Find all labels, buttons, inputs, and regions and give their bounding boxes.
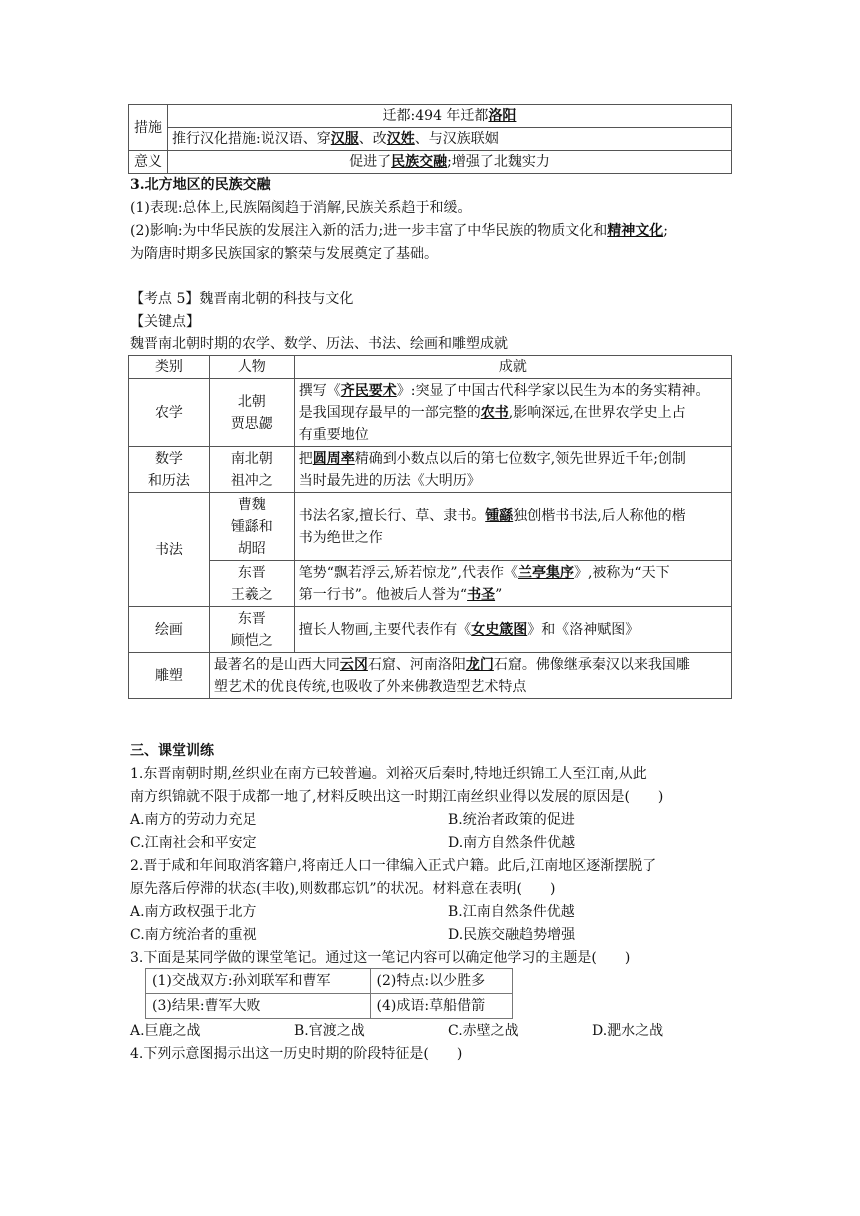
person-jia-sixie: 北朝 贾思勰 bbox=[209, 379, 294, 447]
q2-line2: 原先落后停滞的状态(丰收),则数郡忘饥”的状况。材料意在表明( ) bbox=[130, 881, 556, 897]
meaning-row: 促进了民族交融;增强了北魏实力 bbox=[168, 151, 732, 174]
header-achievement: 成就 bbox=[294, 356, 731, 379]
measures-row-sinicization: 推行汉化措施:说汉语、穿汉服、改汉姓、与汉族联姻 bbox=[168, 128, 732, 151]
q2-line1: 2.晋于咸和年间取消客籍户,将南迁人口一律编入正式户籍。此后,江南地区逐渐摆脱了 bbox=[130, 858, 657, 874]
q3-notes-table bbox=[145, 968, 513, 1019]
category-sculpture: 雕塑 bbox=[129, 653, 210, 699]
person-gu-kaizhi: 东晋 顾恺之 bbox=[209, 607, 294, 653]
q3-note-3: (3)结果:曹军大败 bbox=[146, 994, 371, 1019]
q1-option-c[interactable]: C.江南社会和平安定 bbox=[130, 835, 257, 851]
north-p3: 为隋唐时期多民族国家的繁荣与发展奠定了基础。 bbox=[130, 246, 438, 262]
key-points-label: 【关键点】 bbox=[130, 314, 200, 330]
q3-note-4: (4)成语:草船借箭 bbox=[370, 994, 512, 1019]
q1-line1: 1.东晋南朝时期,丝织业在南方已较普遍。刘裕灭后秦时,特地迁织锦工人至江南,从此 bbox=[130, 766, 647, 782]
q1-option-d[interactable]: D.南方自然条件优越 bbox=[448, 835, 576, 851]
category-math-calendar: 数学 和历法 bbox=[129, 447, 210, 493]
kaodian-title: 【考点 5】魏晋南北朝的科技与文化 bbox=[130, 291, 354, 307]
q3-note-1: (1)交战双方:孙刘联军和曹军 bbox=[146, 969, 371, 994]
achievement-zhong-yao: 书法名家,擅长行、草、隶书。锺繇独创楷书书法,后人称他的楷 书为绝世之作 bbox=[294, 493, 731, 561]
q2-option-a[interactable]: A.南方政权强于北方 bbox=[130, 904, 257, 920]
achievement-sculpture: 最著名的是山西大同云冈石窟、河南洛阳龙门石窟。佛像继承秦汉以来我国雕 塑艺术的优良传统,也吸收了外来佛教造型艺术特点 bbox=[209, 653, 731, 699]
person-zu-chongzhi: 南北朝 祖冲之 bbox=[209, 447, 294, 493]
q2-option-d[interactable]: D.民族交融趋势增强 bbox=[448, 927, 576, 943]
header-person: 人物 bbox=[209, 356, 294, 379]
q3-option-c[interactable]: C.赤壁之战 bbox=[448, 1023, 519, 1039]
north-heading: 3.北方地区的民族交融 bbox=[130, 177, 271, 193]
measures-table bbox=[128, 104, 732, 174]
measures-row-move-capital: 迁都:494 年迁都洛阳 bbox=[168, 105, 732, 128]
achievement-math: 把圆周率精确到小数点以后的第七位数字,领先世界近千年;创制 当时最先进的历法《大明历》 bbox=[294, 447, 731, 493]
q3-note-2: (2)特点:以少胜多 bbox=[370, 969, 512, 994]
achievement-wang-xizhi: 笔势“飘若浮云,矫若惊龙”,代表作《兰亭集序》,被称为“天下 第一行书”。他被后人誉为“书圣” bbox=[294, 561, 731, 607]
training-heading: 三、课堂训练 bbox=[130, 743, 214, 759]
person-wang-xizhi: 东晋 王羲之 bbox=[209, 561, 294, 607]
q1-option-b[interactable]: B.统治者政策的促进 bbox=[448, 812, 575, 828]
achievement-agriculture: 撰写《齐民要术》:突显了中国古代科学家以民生为本的务实精神。 是我国现存最早的一部完整的农书,影响深远,在世界农学史上占 有重要地位 bbox=[294, 379, 731, 447]
q3-option-b[interactable]: B.官渡之战 bbox=[294, 1023, 365, 1039]
category-agriculture: 农学 bbox=[129, 379, 210, 447]
q3-option-d[interactable]: D.淝水之战 bbox=[592, 1023, 664, 1039]
q2-option-b[interactable]: B.江南自然条件优越 bbox=[448, 904, 575, 920]
meaning-label: 意义 bbox=[129, 151, 168, 174]
north-p1: (1)表现:总体上,民族隔阂趋于消解,民族关系趋于和缓。 bbox=[130, 200, 472, 216]
q2-option-c[interactable]: C.南方统治者的重视 bbox=[130, 927, 257, 943]
science-culture-table bbox=[128, 355, 732, 699]
q3-line1: 3.下面是某同学做的课堂笔记。通过这一笔记内容可以确定他学习的主题是( ) bbox=[130, 950, 631, 966]
key-points-intro: 魏晋南北朝时期的农学、数学、历法、书法、绘画和雕塑成就 bbox=[130, 336, 508, 352]
person-zhong-yao-hu-zhao: 曹魏 锺繇和 胡昭 bbox=[209, 493, 294, 561]
q1-option-a[interactable]: A.南方的劳动力充足 bbox=[130, 812, 257, 828]
header-category: 类别 bbox=[129, 356, 210, 379]
measures-label: 措施 bbox=[129, 105, 168, 151]
q4-line1: 4.下列示意图揭示出这一历史时期的阶段特征是( ) bbox=[130, 1046, 463, 1062]
category-calligraphy: 书法 bbox=[129, 493, 210, 607]
q1-line2: 南方织锦就不限于成都一地了,材料反映出这一时期江南丝织业得以发展的原因是( ) bbox=[130, 789, 664, 805]
q3-option-a[interactable]: A.巨鹿之战 bbox=[130, 1023, 201, 1039]
category-painting: 绘画 bbox=[129, 607, 210, 653]
achievement-painting: 擅长人物画,主要代表作有《女史箴图》和《洛神赋图》 bbox=[294, 607, 731, 653]
north-p2: (2)影响:为中华民族的发展注入新的活力;进一步丰富了中华民族的物质文化和精神文化; bbox=[130, 223, 668, 239]
